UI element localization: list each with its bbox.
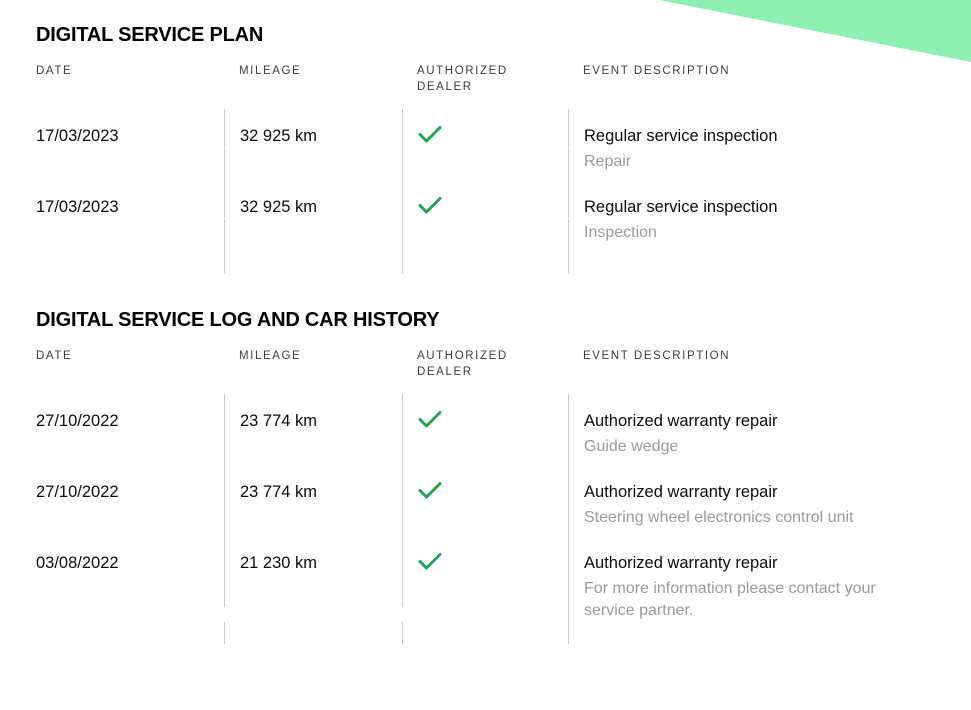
table-rule-tail [36,251,936,273]
cell-mileage: 32 925 km [224,180,402,218]
cell-authorized-dealer [402,394,568,433]
cell-rule [568,622,936,644]
cell-spacer [402,575,568,607]
cell-spacer [402,148,568,180]
table-row-detail [36,433,936,465]
cell-spacer [224,219,402,251]
service-plan-table [36,63,936,273]
section-digital-service-plan [36,24,935,273]
cell-rule [224,622,402,644]
table-row [36,536,936,575]
table-row [36,109,936,148]
page-title: DIGITAL SERVICE PLAN [36,24,264,46]
cell-spacer [402,219,568,251]
cell-rule [402,251,568,273]
cell-date: 27/10/2022 [36,412,119,431]
cell-spacer [402,504,568,536]
column-header-authorized-line2: DEALER [417,81,473,94]
table-row [36,394,936,433]
cell-spacer [36,504,224,536]
column-header-authorized-line1: AUTHORIZED [417,350,508,363]
column-header-authorized-line2: DEALER [417,366,473,379]
table-row-detail [36,148,936,180]
cell-mileage: 32 925 km [224,109,402,147]
cell-event-detail: Steering wheel electronics control unit [568,504,936,536]
cell-event-detail: Inspection [568,219,936,251]
cell-spacer [224,504,402,536]
check-icon [418,552,442,574]
table-header-row [36,348,936,394]
cell-authorized-dealer [402,180,568,219]
cell-rule [568,251,936,273]
column-header-authorized-line1: AUTHORIZED [417,65,508,77]
column-header-date: DATE [36,65,73,77]
cell-spacer [224,433,402,465]
check-icon [418,410,442,432]
table-row-detail [36,219,936,251]
cell-authorized-dealer [402,109,568,148]
cell-event-detail: For more information please contact your service partner. [568,575,936,621]
column-header-mileage: MILEAGE [239,65,302,77]
column-header-event-description: EVENT DESCRIPTION [583,350,731,363]
cell-event-description: Authorized warranty repair [568,394,936,432]
cell-event-description: Regular service inspection [568,180,936,218]
cell-authorized-dealer [402,465,568,504]
cell-event-description: Authorized warranty repair [568,536,936,574]
section-digital-service-log [36,309,935,643]
cell-rule [402,622,568,644]
service-log-table [36,348,936,643]
cell-event-detail: Guide wedge [568,433,936,465]
column-header-mileage: MILEAGE [239,350,302,363]
cell-date: 27/10/2022 [36,483,119,502]
cell-event-detail: Repair [568,148,936,180]
table-row-detail [36,504,936,536]
cell-authorized-dealer [402,536,568,575]
cell-spacer [36,148,224,180]
cell-spacer [36,622,224,644]
table-row-detail [36,575,936,621]
table-rule-tail [36,622,936,644]
cell-spacer [36,433,224,465]
table-row [36,465,936,504]
table-header-row [36,63,936,109]
column-header-date: DATE [36,350,73,363]
page-title-secondary: DIGITAL SERVICE LOG AND CAR HISTORY [36,309,440,332]
cell-event-description: Authorized warranty repair [568,465,936,503]
cell-date: 17/03/2023 [36,127,119,146]
column-header-authorized-dealer [402,348,568,394]
cell-rule [224,251,402,273]
cell-spacer [402,433,568,465]
cell-spacer [224,575,402,607]
cell-spacer [36,219,224,251]
table-row [36,180,936,219]
cell-mileage: 23 774 km [224,465,402,503]
check-icon [418,196,442,218]
cell-event-description: Regular service inspection [568,109,936,147]
cell-date: 03/08/2022 [36,554,119,573]
cell-spacer [224,148,402,180]
cell-mileage: 21 230 km [224,536,402,574]
cell-mileage: 23 774 km [224,394,402,432]
check-icon [418,481,442,503]
cell-spacer [36,251,224,273]
column-header-event-description: EVENT DESCRIPTION [583,65,731,77]
check-icon [418,125,442,147]
column-header-authorized-dealer [402,63,568,109]
cell-spacer [36,575,224,607]
cell-date: 17/03/2023 [36,198,119,217]
